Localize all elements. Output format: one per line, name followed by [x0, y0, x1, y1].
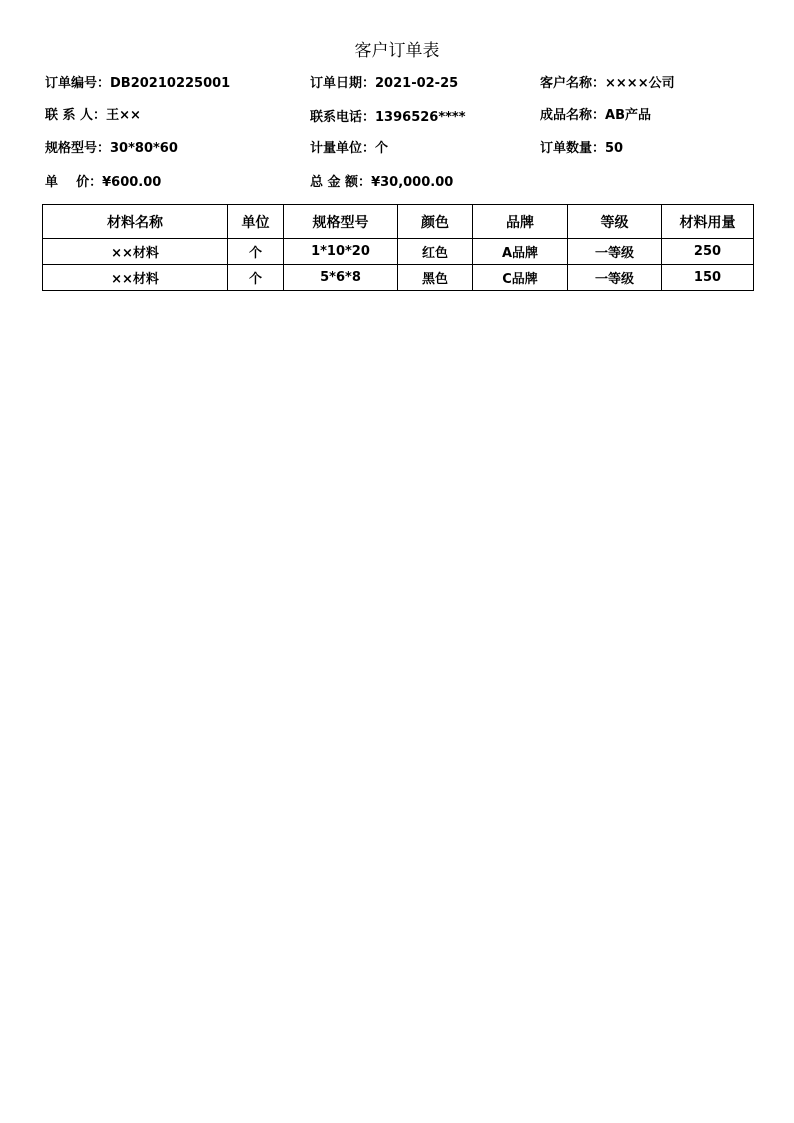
phone-value: 1396526**** — [375, 110, 466, 125]
table-cell: 150 — [662, 265, 754, 291]
phone-field — [310, 106, 466, 125]
column-header: 等级 — [568, 205, 662, 239]
table-cell: 个 — [228, 239, 284, 265]
product-name-value: AB产品 — [605, 108, 651, 123]
order-number-field — [45, 72, 230, 91]
spec-label: 规格型号： — [45, 141, 111, 156]
table-cell: 红色 — [398, 239, 473, 265]
table-cell: ××材料 — [43, 265, 228, 291]
customer-name-field — [540, 72, 675, 91]
total-value: ¥30,000.00 — [371, 175, 454, 190]
customer-name-label: 客户名称： — [540, 76, 606, 91]
page-title: 客户订单表 — [354, 41, 440, 61]
unit-value: 个 — [375, 141, 389, 156]
table-cell: 一等级 — [568, 265, 662, 291]
table-cell: C品牌 — [473, 265, 568, 291]
table-cell: 250 — [662, 239, 754, 265]
customer-name-value: ××××公司 — [605, 76, 675, 91]
table-header-row — [43, 205, 754, 239]
table-cell: 黑色 — [398, 265, 473, 291]
table-cell: 一等级 — [568, 239, 662, 265]
materials-table — [42, 204, 754, 291]
total-label: 总 金 额： — [310, 175, 372, 190]
spec-value: 30*80*60 — [110, 141, 178, 156]
product-name-label: 成品名称： — [540, 108, 606, 123]
table-row — [43, 265, 754, 291]
column-header: 单位 — [228, 205, 284, 239]
quantity-value: 50 — [605, 141, 624, 156]
phone-label: 联系电话： — [310, 110, 376, 125]
column-header: 材料用量 — [662, 205, 754, 239]
contact-value: 王×× — [106, 108, 141, 123]
order-date-label: 订单日期： — [310, 76, 376, 91]
table-cell: 个 — [228, 265, 284, 291]
contact-label: 联 系 人： — [45, 108, 107, 123]
order-date-field — [310, 72, 458, 91]
unit-price-field — [45, 171, 161, 190]
contact-field — [45, 104, 141, 123]
total-field — [310, 171, 453, 190]
unit-price-value: ¥600.00 — [102, 175, 162, 190]
table-cell: 1*10*20 — [284, 239, 398, 265]
table-cell: A品牌 — [473, 239, 568, 265]
quantity-field — [540, 137, 623, 156]
column-header: 颜色 — [398, 205, 473, 239]
unit-price-label: 单 价： — [45, 175, 103, 190]
quantity-label: 订单数量： — [540, 141, 606, 156]
unit-field — [310, 137, 388, 156]
product-name-field — [540, 104, 651, 123]
order-date-value: 2021-02-25 — [375, 76, 459, 91]
unit-label: 计量单位： — [310, 141, 376, 156]
table-row — [43, 239, 754, 265]
column-header: 规格型号 — [284, 205, 398, 239]
column-header: 材料名称 — [43, 205, 228, 239]
column-header: 品牌 — [473, 205, 568, 239]
order-number-label: 订单编号： — [45, 76, 111, 91]
order-number-value: DB20210225001 — [110, 76, 231, 91]
table-cell: ××材料 — [43, 239, 228, 265]
table-cell: 5*6*8 — [284, 265, 398, 291]
spec-field — [45, 137, 178, 156]
